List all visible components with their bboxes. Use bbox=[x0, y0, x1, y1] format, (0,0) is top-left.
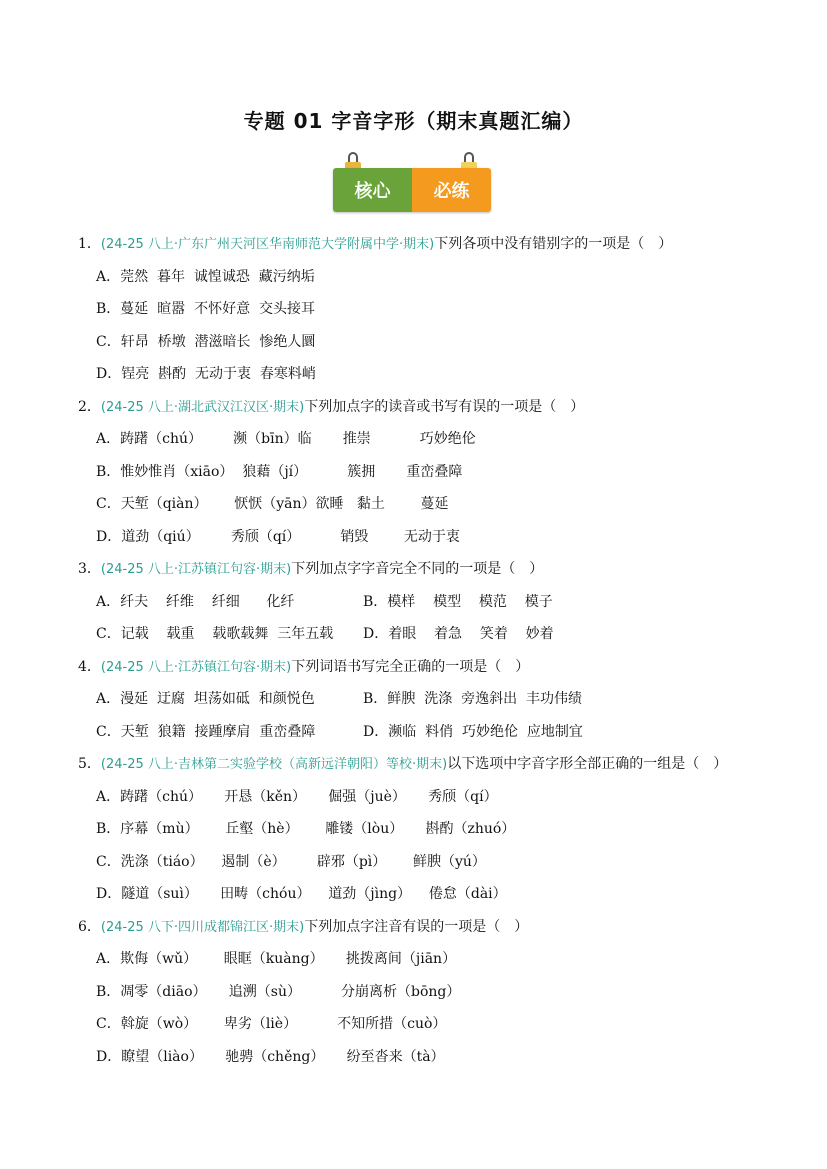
question-source: (24-25 八下·四川成都锦江区·期末) bbox=[100, 919, 305, 935]
badge-right-label: 必练 bbox=[412, 168, 491, 212]
option-a: A．踌躇（chú） 开恳（kěn） 倔强（juè） 秀颀（qí） bbox=[96, 788, 498, 805]
core-practice-badge bbox=[333, 150, 493, 214]
option-d: D．瞭望（liào） 驰骋（chěng） 纷至沓来（tà） bbox=[96, 1048, 445, 1065]
question-stem: 以下选项中字音字形全部正确的一组是（ ） bbox=[447, 756, 728, 772]
question-stem: 下列加点字的读音或书写有误的一项是（ ） bbox=[304, 398, 585, 415]
question-number: 2． bbox=[78, 398, 101, 415]
question-stem: 下列各项中没有错别字的一项是（ ） bbox=[434, 236, 673, 252]
option-a: A．踌躇（chú） 濒（bīn）临 推崇 巧妙绝伦 bbox=[96, 431, 476, 447]
question-5 bbox=[78, 752, 778, 906]
option-a: A．欺侮（wǔ） 眼眶（kuàng） 挑拨离间（jiān） bbox=[96, 951, 457, 967]
option-d: D．道劲（qiú） 秀颀（qí） 销毁 无动于衷 bbox=[96, 528, 460, 545]
option-d: D．濒临 料俏 巧妙绝伦 应地制宜 bbox=[363, 723, 583, 740]
question-4 bbox=[78, 655, 778, 744]
option-b: B．蔓延 暄嚣 不怀好意 交头接耳 bbox=[96, 301, 315, 317]
option-a: A．纤夫 纤维 纤细 化纤 bbox=[96, 593, 295, 610]
question-source: (24-25 八上·江苏镇江句容·期末) bbox=[100, 659, 292, 675]
option-d: D．锃亮 斟酌 无动于衷 春寒料峭 bbox=[96, 366, 316, 382]
option-c: C．洗涤（tiáo） 遏制（è） 辟邪（pì） 鲜腴（yú） bbox=[96, 853, 486, 870]
option-c: C．记载 载重 载歌载舞 三年五载 bbox=[96, 626, 334, 642]
question-source: (24-25 八上·江苏镇江句容·期末) bbox=[100, 562, 292, 577]
option-c: C．天堑 狼籍 接踵摩肩 重峦叠障 bbox=[96, 723, 316, 740]
option-c: C．轩昂 桥墩 潜滋暗长 惨绝人圜 bbox=[96, 333, 316, 350]
page-title: 专题 01 字音字形（期末真题汇编） bbox=[243, 109, 584, 133]
option-b: B．鲜腴 洗涤 旁逸斜出 丰功伟绩 bbox=[363, 691, 582, 707]
question-source: (24-25 八上·吉林第二实验学校（高新远洋朝阳）等校·期末) bbox=[100, 757, 448, 772]
option-a: A．漫延 迂腐 坦荡如砥 和颜悦色 bbox=[96, 691, 315, 707]
question-stem: 下列加点字注音有误的一项是（ ） bbox=[304, 918, 529, 935]
question-number: 5． bbox=[78, 756, 101, 772]
option-c: C．斡旋（wò） 卑劣（liè） 不知所措（cuò） bbox=[96, 1016, 447, 1032]
question-3 bbox=[78, 557, 778, 646]
question-2 bbox=[78, 395, 778, 549]
question-stem: 下列加点字字音完全不同的一项是（ ） bbox=[291, 561, 544, 577]
option-a: A．莞然 暮年 诚惶诚恐 藏污纳垢 bbox=[96, 268, 315, 285]
question-source: (24-25 八上·广东广州天河区华南师范大学附属中学·期末) bbox=[100, 237, 435, 252]
option-b: B．模样 模型 模范 模子 bbox=[363, 593, 553, 610]
badge-left-label: 核心 bbox=[333, 168, 412, 212]
option-c: C．天堑（qiàn） 恹恹（yān）欲睡 黏土 蔓延 bbox=[96, 496, 449, 512]
question-stem: 下列词语书写完全正确的一项是（ ） bbox=[291, 658, 530, 675]
question-number: 6． bbox=[78, 918, 101, 935]
question-number: 4． bbox=[78, 658, 101, 675]
option-b: B．惟妙惟肖（xiāo） 狼藉（jí） 簇拥 重峦叠障 bbox=[96, 463, 463, 480]
question-6 bbox=[78, 915, 778, 1069]
question-source: (24-25 八上·湖北武汉江汉区·期末) bbox=[100, 399, 305, 415]
question-1 bbox=[78, 232, 778, 386]
question-number: 1． bbox=[78, 236, 101, 252]
question-list bbox=[78, 232, 778, 1077]
question-number: 3． bbox=[78, 561, 101, 577]
option-d: D．隧道（suì） 田畴（chóu） 道劲（jìng） 倦怠（dài） bbox=[96, 886, 507, 902]
option-b: B．序幕（mù） 丘壑（hè） 雕镂（lòu） 斟酌（zhuó） bbox=[96, 821, 516, 837]
option-d: D．着眼 着急 笑着 妙着 bbox=[363, 626, 554, 642]
option-b: B．凋零（diāo） 追溯（sù） 分崩离析（bōng） bbox=[96, 983, 461, 1000]
